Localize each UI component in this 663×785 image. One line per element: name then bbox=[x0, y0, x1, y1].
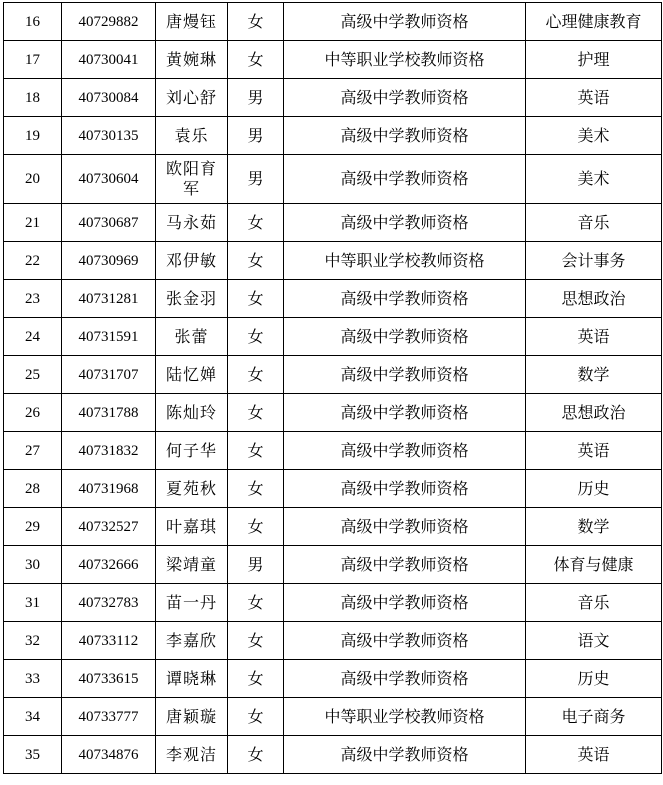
cell-name: 谭晓琳 bbox=[156, 660, 228, 698]
cell-subject: 音乐 bbox=[526, 204, 662, 242]
cell-name: 张蕾 bbox=[156, 318, 228, 356]
cell-name: 苗一丹 bbox=[156, 584, 228, 622]
cell-id: 40733615 bbox=[62, 660, 156, 698]
cell-seq: 23 bbox=[4, 280, 62, 318]
cell-subject: 美术 bbox=[526, 155, 662, 204]
cell-subject: 英语 bbox=[526, 432, 662, 470]
cell-name: 张金羽 bbox=[156, 280, 228, 318]
cell-seq: 30 bbox=[4, 546, 62, 584]
cell-name: 邓伊敏 bbox=[156, 242, 228, 280]
cell-seq: 26 bbox=[4, 394, 62, 432]
cell-gender: 女 bbox=[228, 584, 284, 622]
cell-gender: 女 bbox=[228, 41, 284, 79]
cell-qualification: 高级中学教师资格 bbox=[284, 318, 526, 356]
cell-seq: 31 bbox=[4, 584, 62, 622]
cell-subject: 历史 bbox=[526, 660, 662, 698]
cell-id: 40730084 bbox=[62, 79, 156, 117]
table-row bbox=[4, 204, 662, 242]
table-row bbox=[4, 660, 662, 698]
cell-id: 40730969 bbox=[62, 242, 156, 280]
table-row bbox=[4, 432, 662, 470]
cell-gender: 男 bbox=[228, 155, 284, 204]
cell-gender: 女 bbox=[228, 280, 284, 318]
cell-gender: 女 bbox=[228, 432, 284, 470]
cell-seq: 34 bbox=[4, 698, 62, 736]
cell-subject: 思想政治 bbox=[526, 280, 662, 318]
cell-seq: 35 bbox=[4, 736, 62, 774]
table-row bbox=[4, 470, 662, 508]
cell-seq: 28 bbox=[4, 470, 62, 508]
table-row bbox=[4, 584, 662, 622]
table-row bbox=[4, 3, 662, 41]
cell-qualification: 高级中学教师资格 bbox=[284, 432, 526, 470]
cell-name: 叶嘉琪 bbox=[156, 508, 228, 546]
cell-qualification: 高级中学教师资格 bbox=[284, 508, 526, 546]
table-row bbox=[4, 242, 662, 280]
cell-name: 陆忆婵 bbox=[156, 356, 228, 394]
cell-id: 40730135 bbox=[62, 117, 156, 155]
cell-subject: 心理健康教育 bbox=[526, 3, 662, 41]
cell-qualification: 高级中学教师资格 bbox=[284, 79, 526, 117]
table-row bbox=[4, 508, 662, 546]
cell-name: 欧阳育军 bbox=[156, 155, 228, 204]
cell-qualification: 高级中学教师资格 bbox=[284, 546, 526, 584]
cell-seq: 18 bbox=[4, 79, 62, 117]
cell-subject: 历史 bbox=[526, 470, 662, 508]
cell-seq: 24 bbox=[4, 318, 62, 356]
table-row bbox=[4, 736, 662, 774]
cell-name: 唐颖璇 bbox=[156, 698, 228, 736]
cell-gender: 女 bbox=[228, 622, 284, 660]
cell-id: 40731591 bbox=[62, 318, 156, 356]
table-row bbox=[4, 394, 662, 432]
cell-subject: 数学 bbox=[526, 356, 662, 394]
cell-seq: 32 bbox=[4, 622, 62, 660]
cell-subject: 音乐 bbox=[526, 584, 662, 622]
cell-gender: 女 bbox=[228, 660, 284, 698]
cell-subject: 语文 bbox=[526, 622, 662, 660]
cell-id: 40732666 bbox=[62, 546, 156, 584]
cell-seq: 16 bbox=[4, 3, 62, 41]
cell-qualification: 高级中学教师资格 bbox=[284, 622, 526, 660]
cell-qualification: 中等职业学校教师资格 bbox=[284, 41, 526, 79]
table-row bbox=[4, 698, 662, 736]
cell-qualification: 高级中学教师资格 bbox=[284, 280, 526, 318]
cell-seq: 19 bbox=[4, 117, 62, 155]
cell-qualification: 高级中学教师资格 bbox=[284, 736, 526, 774]
table-body bbox=[4, 3, 662, 774]
cell-seq: 27 bbox=[4, 432, 62, 470]
cell-id: 40733777 bbox=[62, 698, 156, 736]
cell-qualification: 高级中学教师资格 bbox=[284, 660, 526, 698]
cell-seq: 29 bbox=[4, 508, 62, 546]
cell-qualification: 高级中学教师资格 bbox=[284, 155, 526, 204]
table-row bbox=[4, 622, 662, 660]
cell-qualification: 高级中学教师资格 bbox=[284, 3, 526, 41]
cell-seq: 21 bbox=[4, 204, 62, 242]
cell-subject: 思想政治 bbox=[526, 394, 662, 432]
cell-name: 马永茹 bbox=[156, 204, 228, 242]
table-row bbox=[4, 318, 662, 356]
cell-subject: 英语 bbox=[526, 736, 662, 774]
cell-seq: 17 bbox=[4, 41, 62, 79]
cell-name: 李嘉欣 bbox=[156, 622, 228, 660]
cell-qualification: 高级中学教师资格 bbox=[284, 394, 526, 432]
cell-id: 40731281 bbox=[62, 280, 156, 318]
cell-subject: 会计事务 bbox=[526, 242, 662, 280]
table-row bbox=[4, 546, 662, 584]
cell-seq: 33 bbox=[4, 660, 62, 698]
cell-id: 40731968 bbox=[62, 470, 156, 508]
cell-name: 何子华 bbox=[156, 432, 228, 470]
cell-id: 40730687 bbox=[62, 204, 156, 242]
cell-gender: 女 bbox=[228, 736, 284, 774]
cell-gender: 女 bbox=[228, 698, 284, 736]
table-row bbox=[4, 356, 662, 394]
cell-id: 40732783 bbox=[62, 584, 156, 622]
cell-qualification: 高级中学教师资格 bbox=[284, 117, 526, 155]
cell-qualification: 高级中学教师资格 bbox=[284, 356, 526, 394]
cell-name: 梁靖童 bbox=[156, 546, 228, 584]
cell-subject: 数学 bbox=[526, 508, 662, 546]
cell-gender: 女 bbox=[228, 508, 284, 546]
table-row bbox=[4, 155, 662, 204]
cell-name: 刘心舒 bbox=[156, 79, 228, 117]
cell-qualification: 高级中学教师资格 bbox=[284, 204, 526, 242]
cell-gender: 男 bbox=[228, 117, 284, 155]
cell-seq: 20 bbox=[4, 155, 62, 204]
cell-name: 陈灿玲 bbox=[156, 394, 228, 432]
cell-id: 40730604 bbox=[62, 155, 156, 204]
cell-name: 唐熳钰 bbox=[156, 3, 228, 41]
cell-seq: 25 bbox=[4, 356, 62, 394]
cell-subject: 英语 bbox=[526, 79, 662, 117]
cell-gender: 女 bbox=[228, 204, 284, 242]
cell-id: 40730041 bbox=[62, 41, 156, 79]
cell-subject: 电子商务 bbox=[526, 698, 662, 736]
cell-id: 40733112 bbox=[62, 622, 156, 660]
table-row bbox=[4, 79, 662, 117]
cell-id: 40732527 bbox=[62, 508, 156, 546]
cell-qualification: 高级中学教师资格 bbox=[284, 584, 526, 622]
cell-id: 40731832 bbox=[62, 432, 156, 470]
cell-name: 袁乐 bbox=[156, 117, 228, 155]
cell-gender: 女 bbox=[228, 470, 284, 508]
cell-gender: 女 bbox=[228, 318, 284, 356]
cell-qualification: 高级中学教师资格 bbox=[284, 470, 526, 508]
table-row bbox=[4, 41, 662, 79]
cell-subject: 英语 bbox=[526, 318, 662, 356]
cell-name: 李观洁 bbox=[156, 736, 228, 774]
cell-gender: 女 bbox=[228, 242, 284, 280]
cell-id: 40729882 bbox=[62, 3, 156, 41]
cell-gender: 男 bbox=[228, 546, 284, 584]
cell-name: 夏苑秋 bbox=[156, 470, 228, 508]
qualification-roster-table bbox=[3, 2, 662, 774]
cell-id: 40734876 bbox=[62, 736, 156, 774]
cell-gender: 男 bbox=[228, 79, 284, 117]
cell-qualification: 中等职业学校教师资格 bbox=[284, 698, 526, 736]
cell-qualification: 中等职业学校教师资格 bbox=[284, 242, 526, 280]
cell-gender: 女 bbox=[228, 356, 284, 394]
cell-seq: 22 bbox=[4, 242, 62, 280]
cell-subject: 体育与健康 bbox=[526, 546, 662, 584]
cell-id: 40731707 bbox=[62, 356, 156, 394]
table-row bbox=[4, 280, 662, 318]
cell-subject: 美术 bbox=[526, 117, 662, 155]
cell-gender: 女 bbox=[228, 3, 284, 41]
table-row bbox=[4, 117, 662, 155]
cell-id: 40731788 bbox=[62, 394, 156, 432]
cell-name: 黄婉琳 bbox=[156, 41, 228, 79]
cell-subject: 护理 bbox=[526, 41, 662, 79]
cell-gender: 女 bbox=[228, 394, 284, 432]
